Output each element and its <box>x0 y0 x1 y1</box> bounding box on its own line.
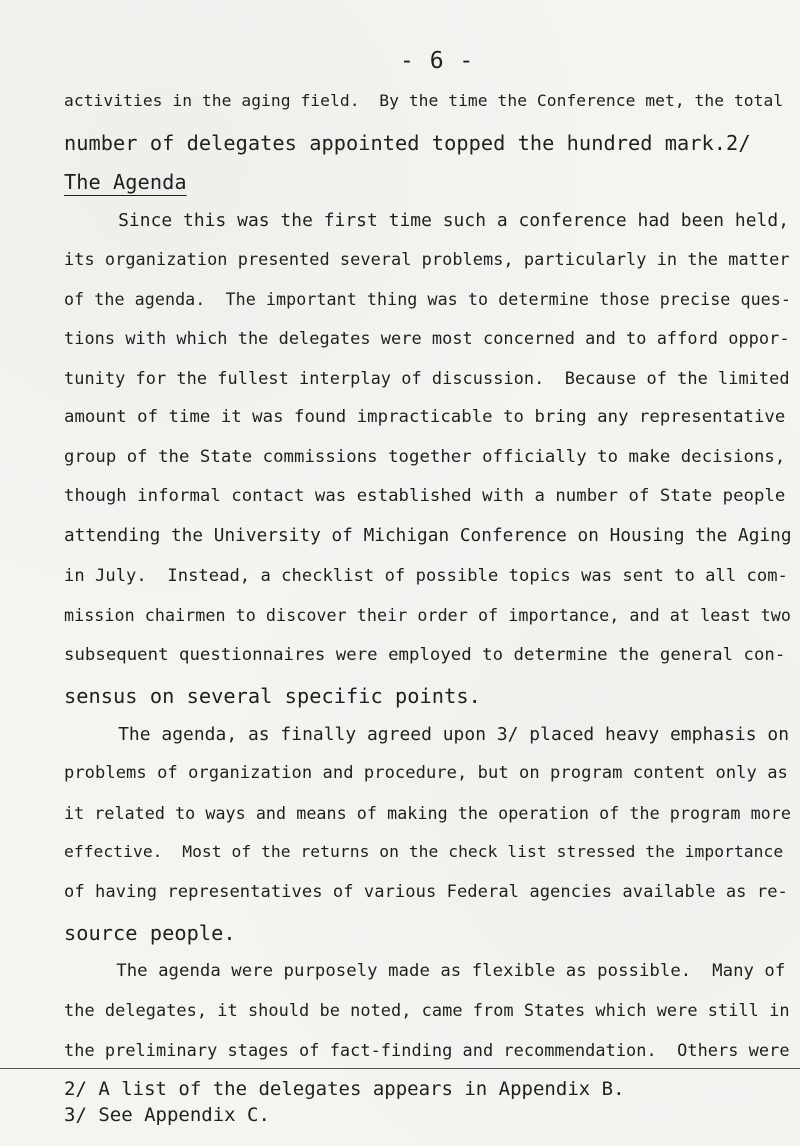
body-line: activities in the aging field. By the time the Conference met, the total <box>64 91 784 110</box>
footnote: 2/ A list of the delegates appears in Appendix B. <box>64 1078 625 1100</box>
page-number: - 6 - <box>400 48 475 74</box>
body-line: subsequent questionnaires were employed to determine the general con- <box>64 645 786 665</box>
body-line: tions with which the delegates were most concerned and to afford oppor- <box>64 328 790 348</box>
body-line: attending the University of Michigan Conference on Housing the Aging <box>64 526 792 546</box>
body-line: though informal contact was established with a number of State people <box>64 486 786 506</box>
body-line: the preliminary stages of fact-finding and recommendation. Others were <box>64 1040 790 1060</box>
body-line: amount of time it was found impracticable to bring any representative <box>64 407 786 427</box>
body-line: mission chairmen to discover their order of importance, and at least two <box>64 605 791 625</box>
section-heading: The Agenda <box>64 170 187 194</box>
body-line: effective. Most of the returns on the check list stressed the importance <box>64 842 784 861</box>
body-line: the delegates, it should be noted, came from States which were still in <box>64 1000 790 1020</box>
body-line: The agenda were purposely made as flexible as possible. Many of <box>64 961 786 981</box>
body-line: The agenda, as finally agreed upon 3/ placed heavy emphasis on <box>64 724 790 745</box>
body-line: of the agenda. The important thing was to determine those precise ques- <box>64 289 791 309</box>
footnote-separator <box>0 1068 800 1069</box>
body-line: Since this was the first time such a conference had been held, <box>64 210 790 231</box>
body-line: in July. Instead, a checklist of possible topics was sent to all com- <box>64 566 788 586</box>
body-line: number of delegates appointed topped the hundred mark.2/ <box>64 131 751 155</box>
body-line: sensus on several specific points. <box>64 684 481 708</box>
body-line: source people. <box>64 921 236 945</box>
body-line: its organization presented several problems, particularly in the matter <box>64 249 790 269</box>
body-line: of having representatives of various Federal agencies available as re- <box>64 882 788 902</box>
footnote: 3/ See Appendix C. <box>64 1104 270 1126</box>
body-line: group of the State commissions together officially to make decisions, <box>64 447 786 467</box>
body-line: problems of organization and procedure, but on program content only as <box>64 763 788 783</box>
body-line: tunity for the fullest interplay of discussion. Because of the limited <box>64 368 790 388</box>
body-line: it related to ways and means of making the operation of the program more <box>64 803 791 823</box>
